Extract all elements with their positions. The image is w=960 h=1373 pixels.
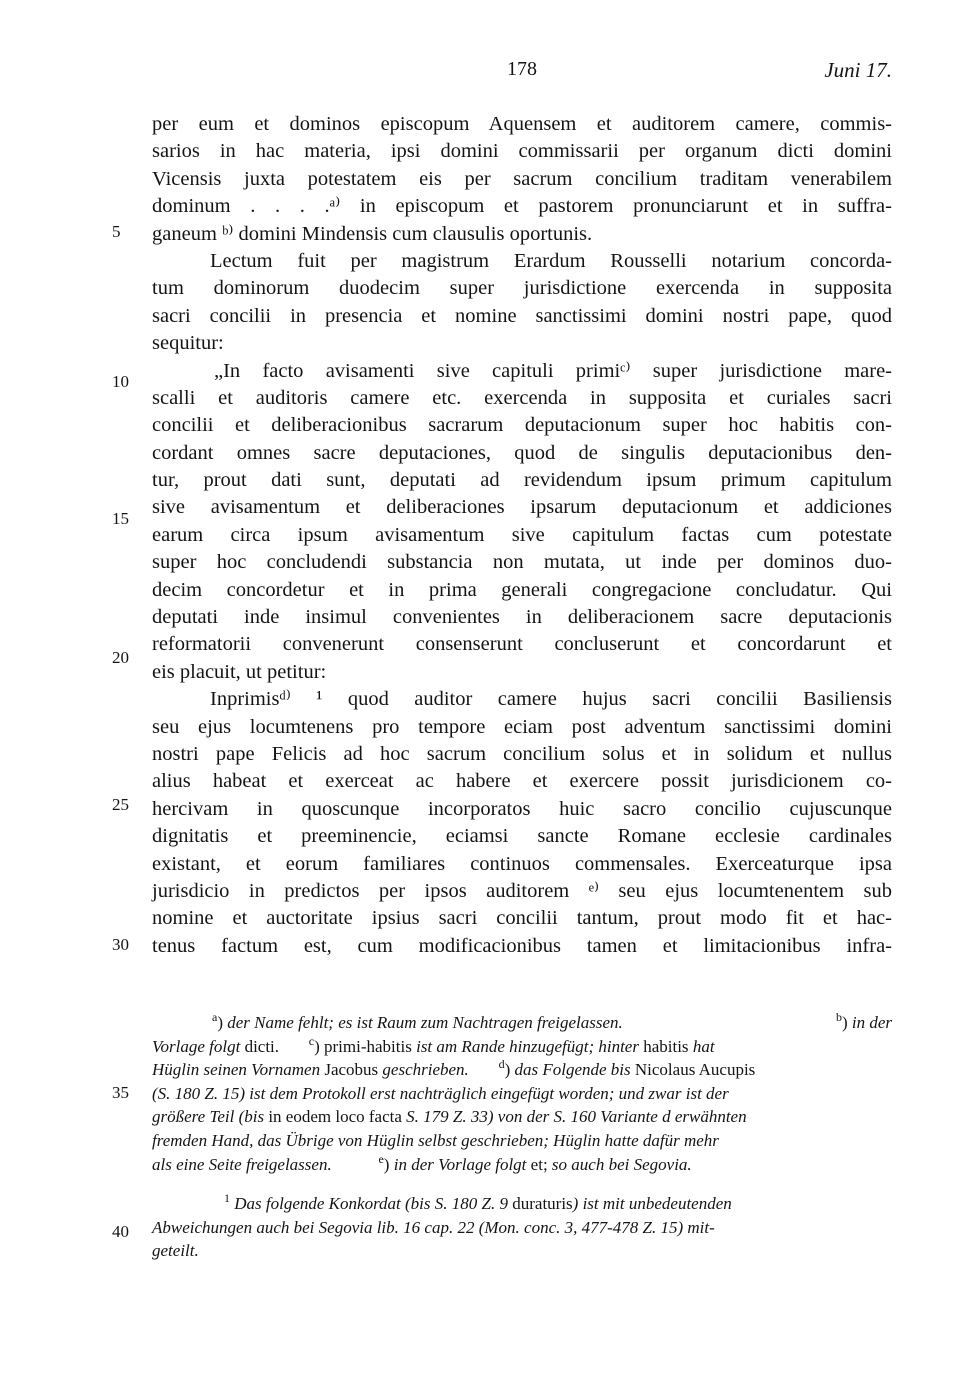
text-line: dominum . . . .ᵃ⁾ in episcopum et pastorem pronunciarunt et in suffra- [152,195,892,218]
text-line: seu ejus locumtenens pro tempore eciam post adventum sanctissimi domini [152,715,892,738]
footnote-line: Vorlage folgt dicti. $^c$) primi-habitis ist am Rande hinzugefügt; hinter habitis hat [152,1033,715,1056]
text-line: sacri concilii in presencia et nomine sanctissimi domini nostri pape, quod [152,304,892,327]
text-line: tenus factum est, cum modificacionibus tamen et limitacionibus infra- [152,934,892,957]
footnote-line: (S. 180 Z. 15) ist dem Protokoll erst nachträglich eingefügt worden; und zwar ist der [152,1083,729,1103]
text-line: per eum et dominos episcopum Aquensem et auditorem camere, commis- [152,113,892,135]
text-line: „In facto avisamenti sive capituli primiᶜ⁾ super jurisdictione mare- [214,359,892,382]
line-number: 30 [112,935,129,954]
text-line: deputati inde insimul convenientes in deliberacionem sacre deputacionis [152,606,892,629]
line-number: 40 [112,1222,129,1241]
footnote-marker: b [835,1010,842,1024]
text-line: sive avisamentum et deliberaciones ipsarum deputacionum et addiciones [152,496,892,519]
note-line: $^1$ Das folgende Konkordat (bis S. 180 Z. 9 duraturis) ist mit unbedeutenden [224,1191,732,1213]
text-line: concilii et deliberacionibus sacrarum deputacionum super hoc habitis con- [152,414,892,437]
text-line: nostri pape Felicis ad hoc sacrum concilium solus et in solidum et nullus [152,742,892,765]
text-line: sequitur: [152,332,224,355]
text-line: decim concordetur et in prima generali congregacione concludatur. Qui [152,578,892,601]
text-line: hercivam in quoscunque incorporatos huic sacro concilio cujuscunque [152,797,892,820]
text-line: Vicensis juxta potestatem eis per sacrum concilium traditam venerabilem [152,167,892,190]
line-number: 5 [112,222,121,241]
footnote-marker: a [212,1010,218,1024]
text-line: Lectum fuit per magistrum Erardum Rousselli notarium concorda- [210,249,892,272]
text-line: cordant omnes sacre deputaciones, quod de singulis deputacionibus den- [152,441,892,464]
line-number: 35 [112,1083,129,1102]
text-line: reformatorii convenerunt consenserunt concluserunt et concordarunt et [152,633,892,656]
line-number: 25 [112,795,129,814]
page-number: 178 [507,58,537,80]
text-line: ganeum ᵇ⁾ domini Mindensis cum clausulis oportunis. [152,222,593,245]
running-head: Juni 17. [824,58,892,82]
footnote-line: größere Teil (bis in eodem loco facta S. 179 Z. 33) von der S. 160 Variante d erwähnten [152,1107,747,1127]
line-number: 20 [112,648,129,667]
text-line: super hoc concludendi substancia non mutata, ut inde per dominos duo- [152,551,892,574]
text-line: jurisdicio in predictos per ipsos auditorem ᵉ⁾ seu ejus locumtenentem sub [152,879,892,902]
commentary-notes [152,1192,892,1263]
text-line: nomine et auctoritate ipsius sacri concilii tantum, prout modo fit et hac- [152,907,892,930]
text-line: scalli et auditoris camere etc. exercenda in supposita et curiales sacri [152,386,892,409]
text-line: dignitatis et preeminencie, eciamsi sancte Romane ecclesie cardinales [152,825,892,848]
text-line: eis placuit, ut petitur: [152,660,327,683]
page-header [152,58,892,88]
line-number: 15 [112,509,129,528]
line-number: 10 [112,372,129,391]
main-text [152,111,892,960]
footnote-line: als eine Seite freigelassen. $^e$) in der Vorlage folgt et; so auch bei Segovia. [152,1151,692,1174]
text-line: earum circa ipsum avisamentum sive capitulum factas cum potestate [152,523,892,546]
critical-apparatus [152,1011,892,1176]
footnote-line: fremden Hand, das Übrige von Hüglin selbst geschrieben; Hüglin hatte dafür mehr [152,1130,719,1150]
text-line: Inprimisᵈ⁾ ¹ quod auditor camere hujus sacri concilii Basiliensis [210,688,892,711]
text-line: existant, et eorum familiares continuos commensales. Exerceaturque ipsa [152,852,892,875]
text-line: tum dominorum duodecim super jurisdictione exercenda in supposita [152,277,892,300]
footnote-line: $^a$) der Name fehlt; es ist Raum zum Nachtragen freigelassen. $^b$) in der [212,1010,892,1032]
text-line: sarios in hac materia, ipsi domini commissarii per organum dicti domini [152,140,892,163]
text-line: tur, prout dati sunt, deputati ad revidendum ipsum primum capitulum [152,469,892,492]
footnote-line: Hüglin seinen Vornamen Jacobus geschrieben. $^d$) das Folgende bis Nicolaus Aucupis [152,1057,756,1080]
note-line: geteilt. [152,1241,199,1261]
text-line: alius habeat et exerceat ac habere et exercere possit jurisdicionem co- [152,770,892,793]
note-line: Abweichungen auch bei Segovia lib. 16 cap. 22 (Mon. conc. 3, 477-478 Z. 15) mit- [152,1217,715,1237]
